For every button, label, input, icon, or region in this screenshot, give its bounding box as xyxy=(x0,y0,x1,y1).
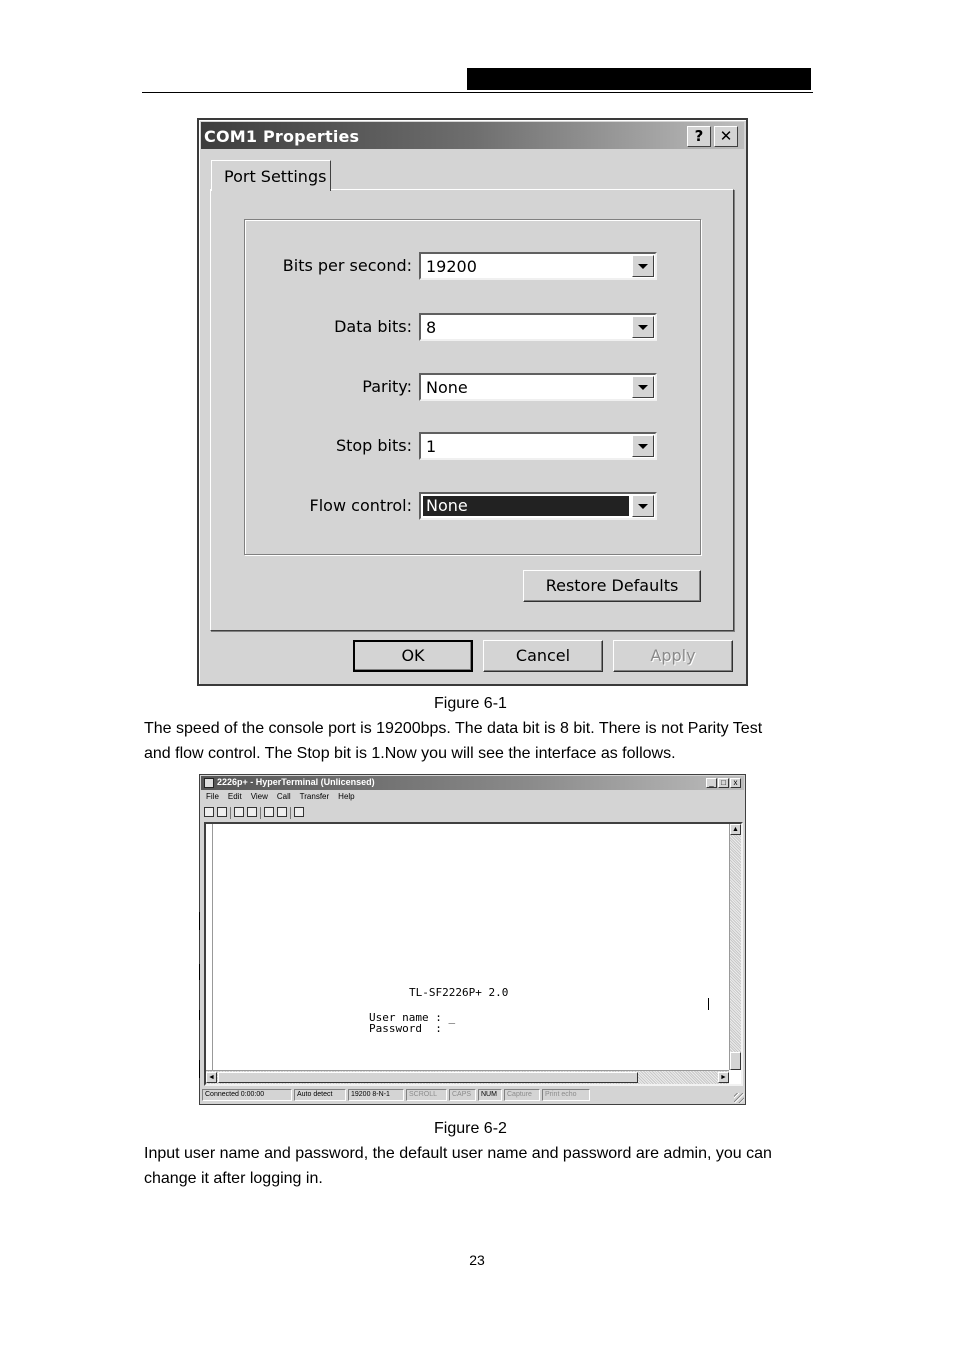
menu-view[interactable]: View xyxy=(250,792,268,801)
paragraph-1-line-1: The speed of the console port is 19200bps. The data bit is 8 bit. There is not Parity Test xyxy=(144,720,763,737)
terminal-area[interactable] xyxy=(204,822,743,1086)
flow-control-value: None xyxy=(423,496,629,516)
minimize-button[interactable]: _ xyxy=(706,778,717,788)
bits-per-second-label: Bits per second: xyxy=(282,256,412,275)
status-caps: CAPS xyxy=(449,1089,476,1101)
menu-file[interactable]: File xyxy=(206,792,219,801)
header-bar xyxy=(467,68,811,90)
data-bits-label: Data bits: xyxy=(334,317,412,336)
phone-icon xyxy=(204,778,214,788)
maximize-button[interactable]: □ xyxy=(718,778,729,788)
chevron-down-icon[interactable] xyxy=(632,495,654,517)
restore-defaults-button[interactable]: Restore Defaults xyxy=(523,570,701,602)
horizontal-scroll-thumb[interactable] xyxy=(218,1072,638,1083)
flow-control-label: Flow control: xyxy=(309,496,412,515)
properties-icon[interactable] xyxy=(294,807,304,817)
status-settings: 19200 8-N-1 xyxy=(348,1089,404,1101)
toolbar xyxy=(204,805,304,820)
chevron-down-icon[interactable] xyxy=(632,376,654,398)
terminal-gutter xyxy=(206,824,213,1084)
paragraph-2-line-1: Input user name and password, the default user name and password are admin, you can xyxy=(144,1145,772,1162)
scroll-left-button[interactable]: ◄ xyxy=(206,1072,217,1083)
tab-label: Port Settings xyxy=(224,167,327,186)
bits-per-second-row xyxy=(199,252,750,280)
close-button[interactable]: ✕ xyxy=(714,126,738,147)
hyperterminal-title: 2226p+ - HyperTerminal (Unlicensed) xyxy=(217,777,375,787)
parity-select[interactable] xyxy=(419,373,657,401)
tab-port-settings[interactable] xyxy=(211,160,331,191)
hyperterminal-title-bar[interactable] xyxy=(201,776,744,790)
menu-transfer[interactable]: Transfer xyxy=(299,792,330,801)
horizontal-scrollbar[interactable] xyxy=(206,1070,729,1084)
paragraph-2-line-2: change it after logging in. xyxy=(144,1170,323,1187)
toolbar-separator xyxy=(290,807,291,819)
paragraph-2 xyxy=(144,1141,814,1191)
chevron-down-icon[interactable] xyxy=(632,255,654,277)
parity-value: None xyxy=(426,378,468,397)
menu-edit[interactable]: Edit xyxy=(227,792,242,801)
margin-tick xyxy=(199,1010,200,1020)
figure-caption-6-2: Figure 6-2 xyxy=(434,1120,507,1137)
open-icon[interactable] xyxy=(217,807,227,817)
toolbar-separator xyxy=(230,807,231,819)
resize-grip-icon[interactable] xyxy=(734,1093,744,1103)
menu-help[interactable]: Help xyxy=(338,792,355,801)
status-echo: Print echo xyxy=(542,1089,590,1101)
menu-bar xyxy=(206,792,355,801)
status-connected: Connected 0:00:00 xyxy=(202,1089,292,1101)
dialog-title: COM1 Properties xyxy=(204,127,360,146)
margin-tick xyxy=(199,964,200,980)
flow-control-row xyxy=(199,492,750,520)
ok-button[interactable]: OK xyxy=(353,640,473,672)
flow-control-select[interactable] xyxy=(419,492,657,520)
com1-properties-dialog xyxy=(197,118,748,686)
paragraph-1 xyxy=(144,716,814,766)
disconnect-icon[interactable] xyxy=(247,807,257,817)
status-detect: Auto detect xyxy=(294,1089,346,1101)
hyperterminal-window xyxy=(199,774,746,1105)
status-num: NUM xyxy=(478,1089,502,1101)
call-icon[interactable] xyxy=(234,807,244,817)
dialog-title-bar[interactable] xyxy=(201,122,744,149)
text-cursor xyxy=(708,998,709,1010)
stop-bits-row xyxy=(199,432,750,460)
page-number: 23 xyxy=(469,1252,485,1268)
paragraph-1-line-2: and flow control. The Stop bit is 1.Now you will see the interface as follows. xyxy=(144,745,676,762)
status-bar xyxy=(202,1089,743,1102)
toolbar-separator xyxy=(260,807,261,819)
username-prompt: User name : _ xyxy=(369,1011,456,1024)
data-bits-value: 8 xyxy=(426,318,437,337)
close-button[interactable]: x xyxy=(730,778,741,788)
menu-call[interactable]: Call xyxy=(276,792,291,801)
new-icon[interactable] xyxy=(204,807,214,817)
status-capture: Capture xyxy=(504,1089,540,1101)
password-prompt: Password : xyxy=(369,1022,442,1035)
window-controls xyxy=(706,778,741,788)
stop-bits-value: 1 xyxy=(426,437,437,456)
bits-per-second-select[interactable] xyxy=(419,252,657,280)
parity-row xyxy=(199,373,750,401)
stop-bits-select[interactable] xyxy=(419,432,657,460)
send-icon[interactable] xyxy=(264,807,274,817)
help-button[interactable]: ? xyxy=(687,126,711,147)
figure-caption-6-1: Figure 6-1 xyxy=(434,695,507,712)
margin-tick xyxy=(199,1060,200,1078)
stop-bits-label: Stop bits: xyxy=(335,436,412,455)
data-bits-select[interactable] xyxy=(419,313,657,341)
header-rule xyxy=(142,92,813,93)
bits-per-second-value: 19200 xyxy=(426,257,477,276)
cancel-button[interactable]: Cancel xyxy=(483,640,603,672)
chevron-down-icon[interactable] xyxy=(632,435,654,457)
vertical-scrollbar[interactable] xyxy=(729,824,741,1070)
chevron-down-icon[interactable] xyxy=(632,316,654,338)
data-bits-row xyxy=(199,313,750,341)
scroll-up-button[interactable]: ▲ xyxy=(730,824,741,835)
margin-tick xyxy=(199,912,200,930)
apply-button[interactable]: Apply xyxy=(613,640,733,672)
status-scroll: SCROLL xyxy=(406,1089,447,1101)
scroll-thumb[interactable] xyxy=(730,1052,741,1070)
parity-label: Parity: xyxy=(362,377,412,396)
scroll-right-button[interactable]: ► xyxy=(718,1072,729,1083)
receive-icon[interactable] xyxy=(277,807,287,817)
terminal-banner: TL-SF2226P+ 2.0 xyxy=(409,986,509,999)
